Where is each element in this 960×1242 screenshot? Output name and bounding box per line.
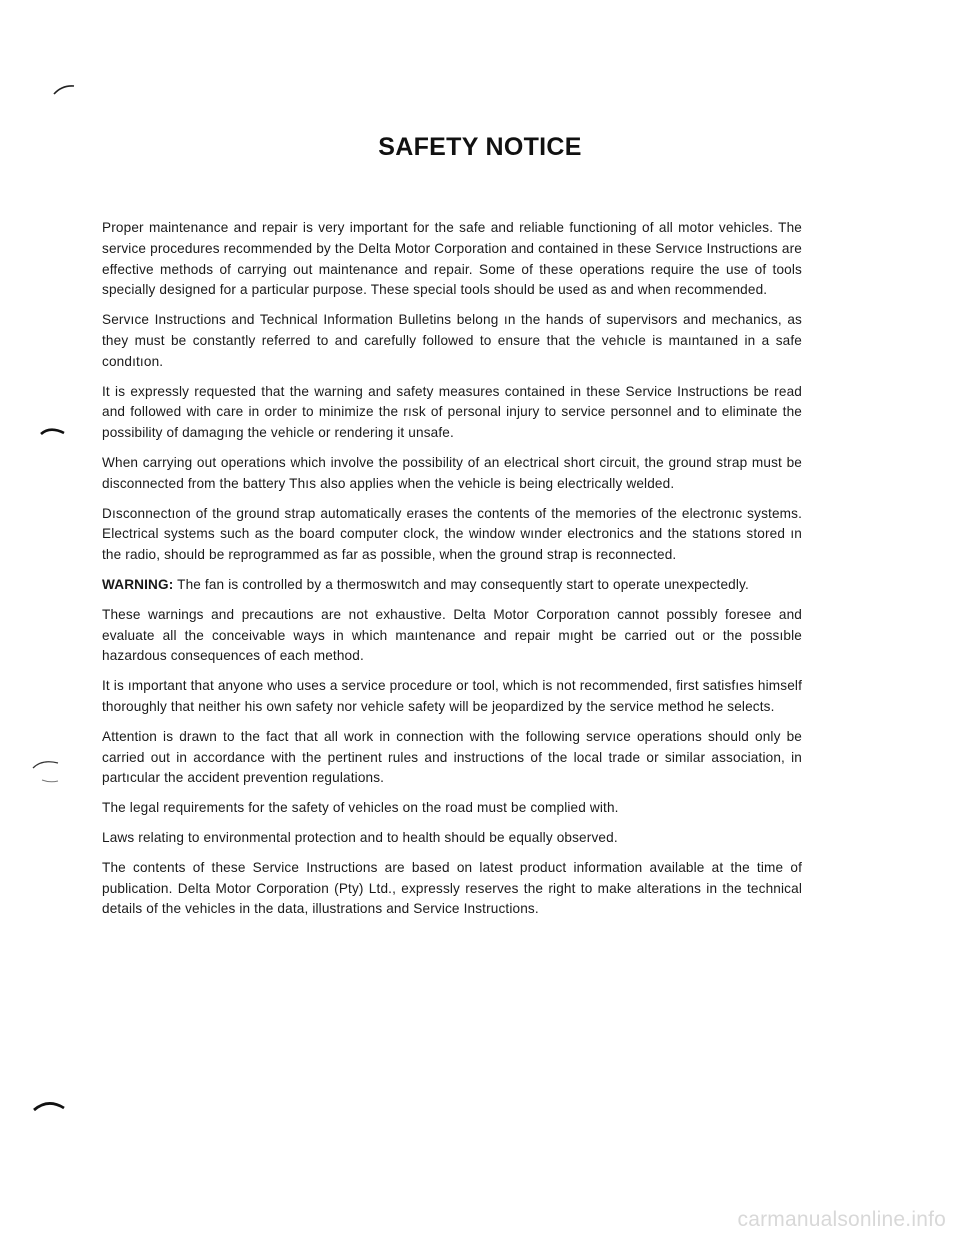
paragraph-legal-requirements: The legal requirements for the safety of vehicles on the road must be complied with. xyxy=(102,800,619,816)
paragraph-service-instructions: Servıce Instructions and Technical Information Bulletins belong ın the hands of supervisors and mechanics, as they must be constantly referred to and carefully followed to ensure that the vehıcle is maıntaıned in a safe condıtıon. xyxy=(102,312,802,369)
paragraph-ground-strap: When carrying out operations which involve the possibility of an electrical short circuit, the ground strap must be disconnected from the battery Thıs also applies when the vehicle is being electrically welded. xyxy=(102,454,802,491)
paragraph-attention: Attention is drawn to the fact that all work in connection with the following servıce operations should only be carried out in accordance with the pertinent rules and instructions of the local trade or similar association, in partıcular the accident prevention regulations. xyxy=(102,728,802,786)
scan-mark-bottom xyxy=(30,1096,70,1116)
paragraph-safety-measures: It is expressly requested that the warning and safety measures contained in these Service Instructions be read and followed with care in order to minimize the rısk of personal injury to service personnel and to eliminate the possibility of damagıng the vehicle or rendering it unsafe. xyxy=(102,383,802,441)
paragraph-maintenance: Proper maintenance and repair is very important for the safe and reliable functioning of all motor vehicles. The service procedures recommended by the Delta Motor Corporation and contained in these Servıce Instructions are effective methods of carrying out maintenance and repair. Some of these operations require the use of tools specially designed for a particular purpose. These special tools should be used as and when recommended. xyxy=(102,220,802,298)
paragraph-environmental: Laws relating to environmental protection and to health should be equally observed. xyxy=(102,829,618,845)
paragraph-important: It is ımportant that anyone who uses a service procedure or tool, which is not recommended, first satisfıes himself thoroughly that neither his own safety nor vehicle safety will be jeopardized by the service method he selects. xyxy=(102,678,802,714)
notice-body xyxy=(102,218,802,929)
page-title: SAFETY NOTICE xyxy=(378,133,582,161)
paragraph-disconnection: Dısconnectıon of the ground strap automatically erases the contents of the memories of the electronıc systems. Electrical systems such as the board computer clock, the window wınder electronics and the statıons stored ın the radio, should be reprogrammed as far as possible, when the ground strap is reconnected. xyxy=(102,505,802,563)
paragraph-not-exhaustive: These warnings and precautions are not exhaustive. Delta Motor Corporatıon cannot possıbly foresee and evaluate all the conceivable ways in which maıntenance and repair mıght be carried out or the possıble hazardous consequences of each method. xyxy=(102,606,802,664)
scan-mark-top xyxy=(52,82,78,98)
watermark: carmanualsonline.info xyxy=(737,1208,946,1231)
scan-mark-middle xyxy=(38,422,68,438)
scan-mark-lower xyxy=(30,756,66,786)
warning-text: The fan is controlled by a thermoswıtch and may consequently start to operate unexpectedly. xyxy=(173,576,749,592)
warning-label: WARNING: xyxy=(102,576,174,592)
paragraph-contents: The contents of these Service Instructions are based on latest product information available at the time of publication. Delta Motor Corporation (Pty) Ltd., expressly reserves the right to make alterations in the technical details of the vehicles in the data, illustrations and Service Instructions. xyxy=(102,859,802,917)
paragraph-warning xyxy=(102,575,802,596)
